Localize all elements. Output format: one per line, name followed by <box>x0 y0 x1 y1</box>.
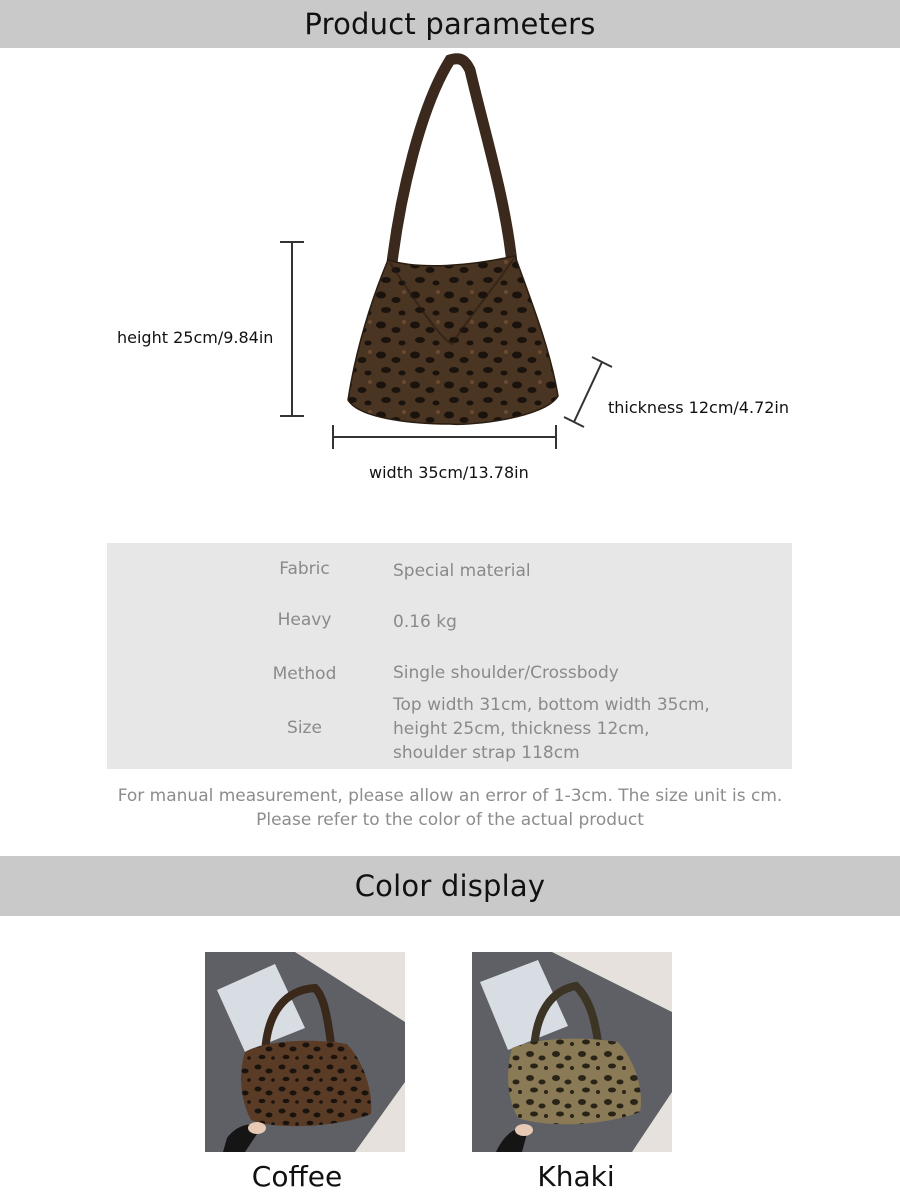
spec-value: Special material <box>393 561 531 581</box>
shoulder-strap <box>392 59 512 263</box>
color-swatch-khaki[interactable] <box>472 952 672 1152</box>
spec-value-line: height 25cm, thickness 12cm, <box>393 719 650 739</box>
spec-value: 0.16 kg <box>393 612 457 632</box>
color-name-coffee: Coffee <box>251 1160 343 1193</box>
spec-key: Method <box>272 664 337 684</box>
thickness-indicator <box>574 362 602 422</box>
spec-key: Size <box>287 718 322 738</box>
spec-value: Single shoulder/Crossbody <box>393 663 619 683</box>
height-label: height 25cm/9.84in <box>117 328 274 347</box>
section-title-color-display <box>0 856 900 916</box>
section-title-product-parameters <box>0 0 900 48</box>
color-name-khaki: Khaki <box>537 1160 615 1193</box>
spec-value-line: shoulder strap 118cm <box>393 743 580 763</box>
product-dimension-figure <box>0 48 900 508</box>
color-note: Please refer to the color of the actual product <box>256 810 644 830</box>
spec-key: Heavy <box>277 610 332 630</box>
spec-value-line: Top width 31cm, bottom width 35cm, <box>393 695 710 715</box>
spec-key: Fabric <box>279 559 330 579</box>
width-label: width 35cm/13.78in <box>369 463 529 482</box>
measurement-note: For manual measurement, please allow an error of 1-3cm. The size unit is cm. <box>117 786 783 806</box>
section-title-text: Color display <box>354 869 546 903</box>
spec-table <box>107 543 792 769</box>
bag-body <box>348 256 558 424</box>
coffee-bag-photo <box>205 952 405 1152</box>
color-swatch-coffee[interactable] <box>205 952 405 1152</box>
bag-illustration <box>0 48 900 508</box>
thickness-label: thickness 12cm/4.72in <box>608 398 790 417</box>
section-title-text: Product parameters <box>304 7 596 41</box>
khaki-bag-photo <box>472 952 672 1152</box>
spec-value <box>393 693 710 765</box>
